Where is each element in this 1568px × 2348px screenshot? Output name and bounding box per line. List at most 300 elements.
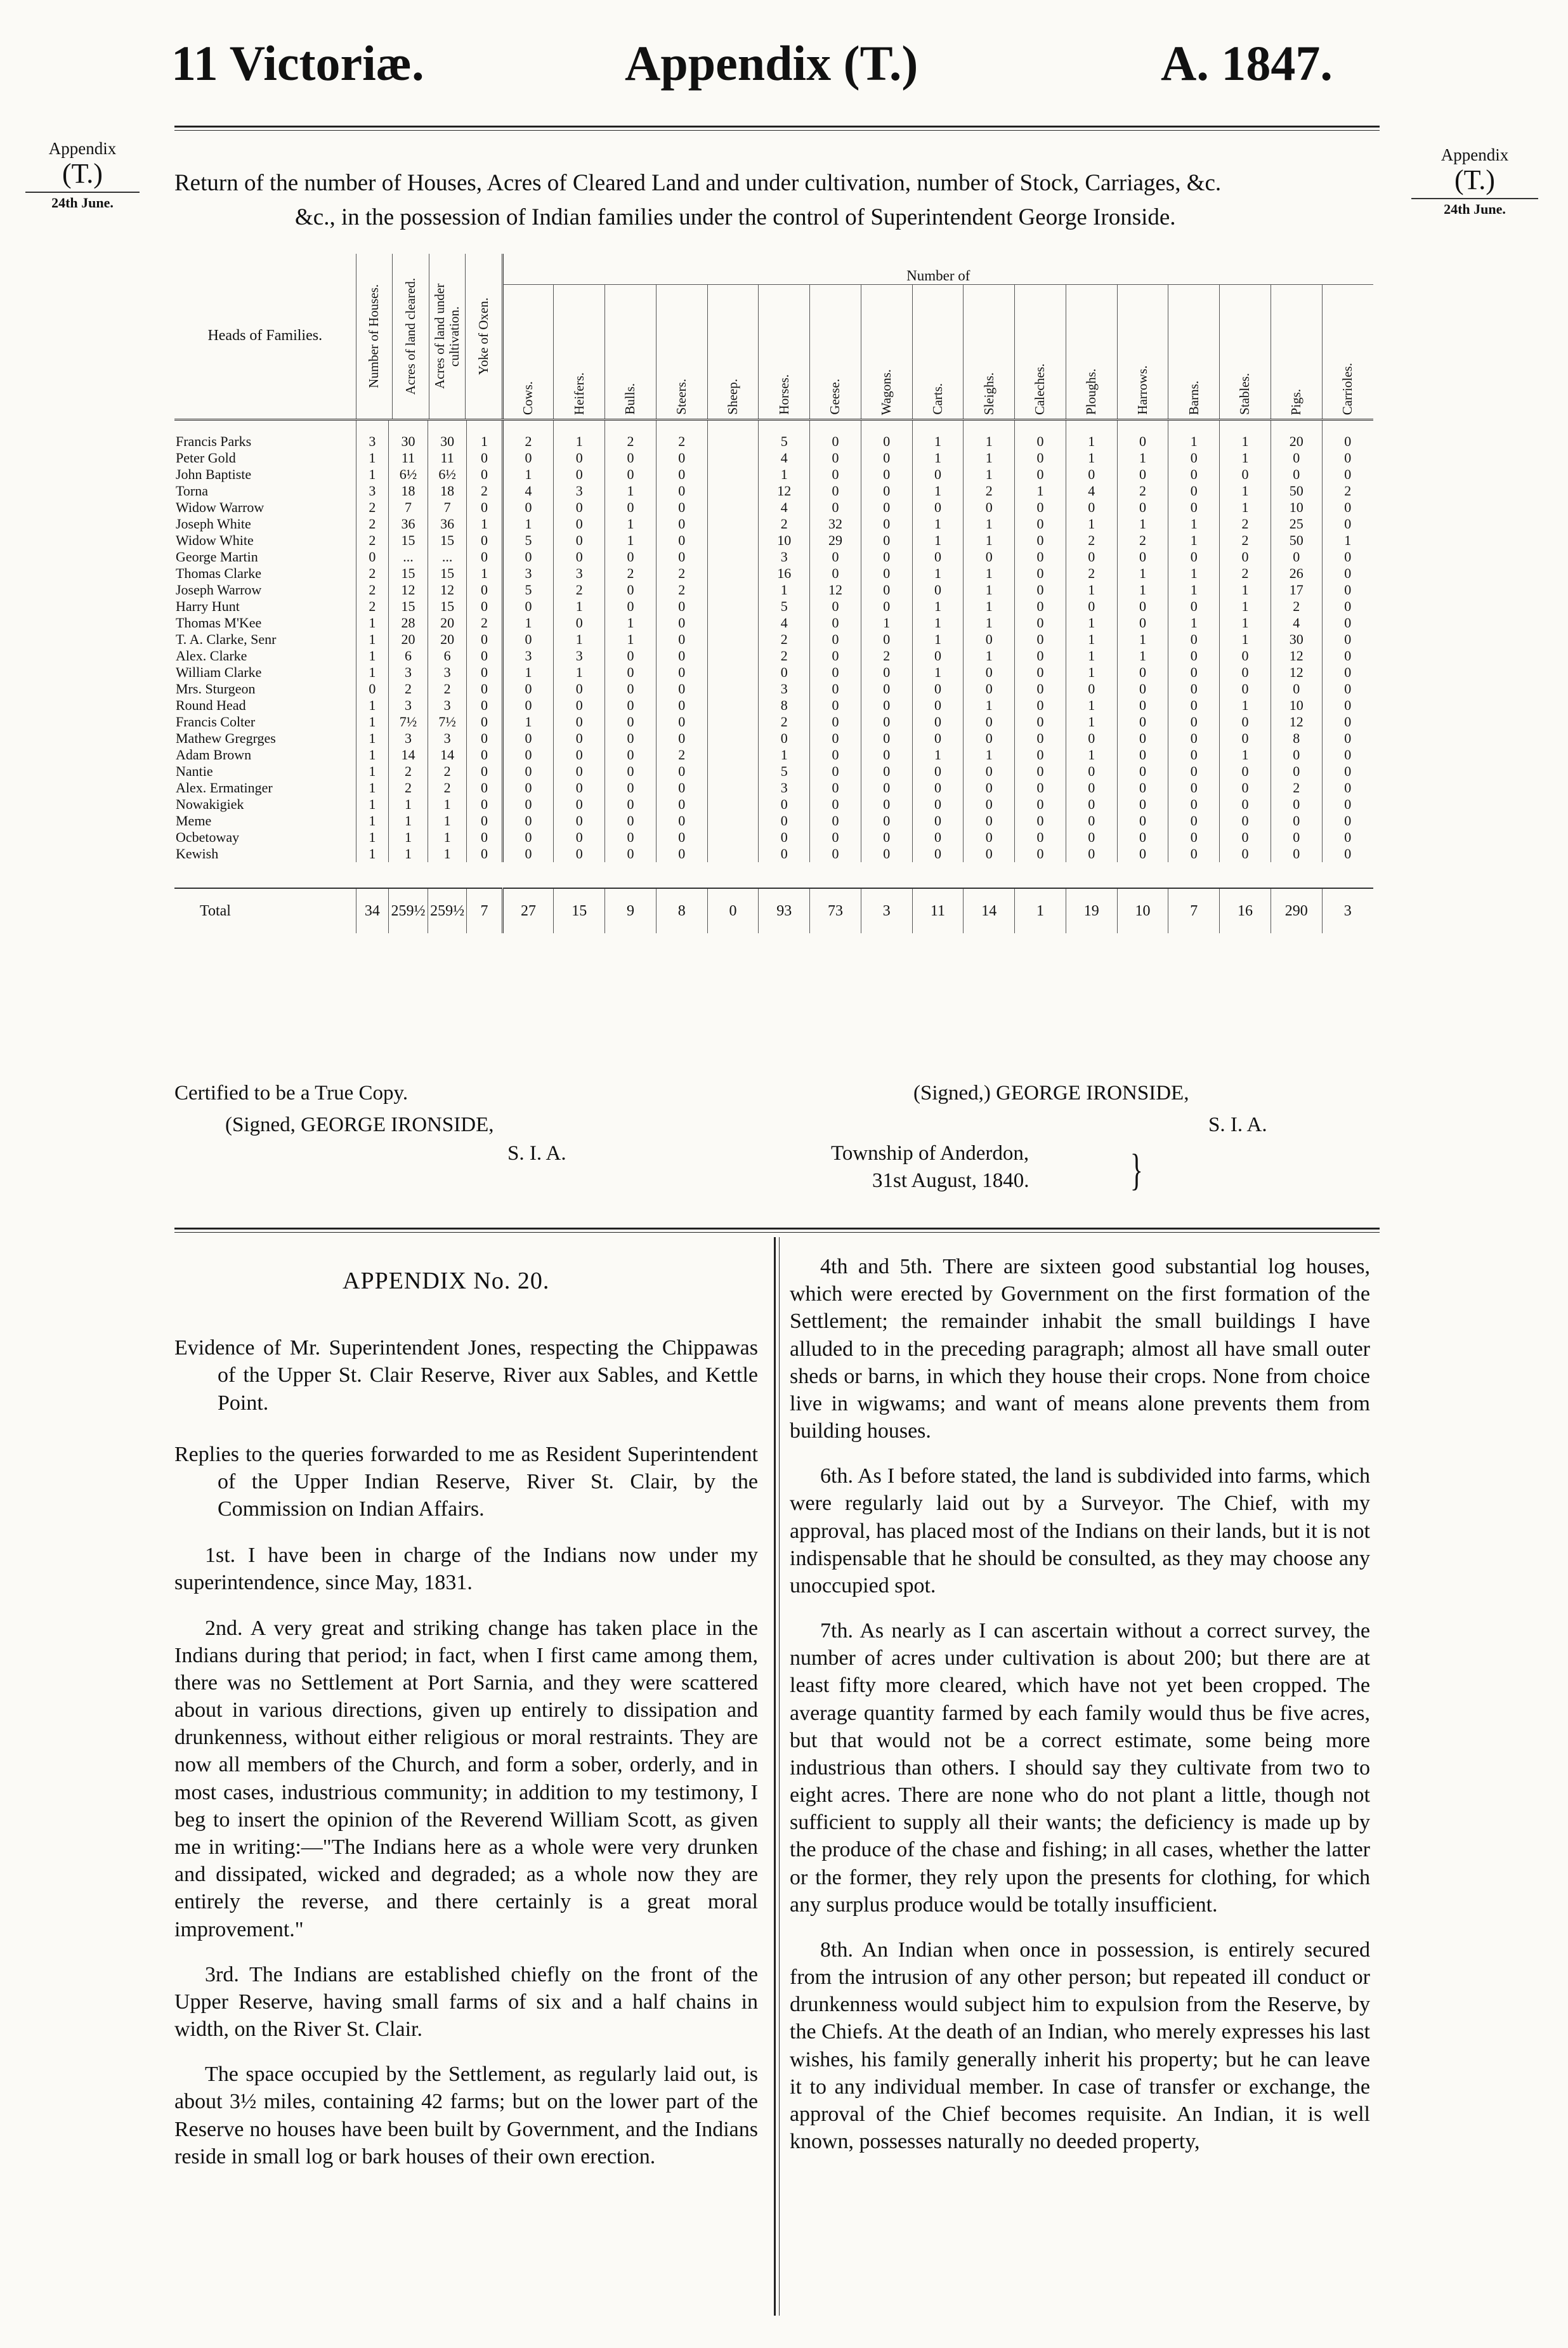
table-cell: 0 [1066,466,1117,483]
table-cell: 1 [356,648,389,664]
table-cell: 0 [964,681,1015,697]
family-head-name: Francis Parks [176,433,252,449]
table-header-row-top [174,254,1373,285]
table-cell: 0 [1168,499,1220,516]
table-cell: 0 [1168,714,1220,730]
section-rule-thin [174,1232,1380,1233]
table-cell: 0 [1117,420,1168,450]
table-cell: 32 [810,516,861,532]
table-cell: 0 [861,499,912,516]
table-cell: 0 [759,664,810,681]
family-head-name: Adam Brown [176,747,252,763]
family-head-name: George Martin [176,549,258,565]
table-cell: 0 [656,714,707,730]
table-cell: 2 [1220,565,1271,582]
table-cell: 0 [1220,714,1271,730]
table-cell: 2 [656,420,707,450]
table-cell: 0 [1322,730,1373,747]
table-cell: 0 [1168,549,1220,565]
table-cell: 14 [964,888,1015,933]
table-cell: 10 [1271,697,1322,714]
table-cell: 0 [554,532,605,549]
answer-7: 7th. As nearly as I can ascertain without a correct survey, the number of acres under cultivation is about 200; but there are at least fifty more cleared, which have not yet been cropped. The average quantity farmed by each family would thus be five acres, but that would not be a correct estimate, some being more industrious than others. I should say they cultivate from two to eight acres. There are none who do not plant a little, though not sufficient to supply all their wants; the deficiency is made up by the produce of the chase and fishing; in all cases, whether the latter or the former, they rely upon the presents for clothing, for which any surplus produce would be totally insufficient. [790,1619,1370,1917]
table-cell: 0 [861,549,912,565]
table-cell: 0 [964,780,1015,796]
table-cell: 0 [502,730,554,747]
table-cell: 1 [389,796,428,813]
table-cell: 28 [389,615,428,631]
table-cell: 0 [1220,730,1271,747]
table-cell: 0 [1322,549,1373,565]
table-row [174,829,1373,846]
column-header [554,285,605,420]
table-cell: 0 [656,681,707,697]
table-cell: 1 [912,565,964,582]
table-cell: 0 [1015,697,1066,714]
table-cell: 0 [605,780,657,796]
table-cell: 0 [1322,516,1373,532]
table-cell: 0 [1015,499,1066,516]
table-cell [707,532,759,549]
table-cell: 0 [1322,780,1373,796]
table-cell: 0 [1322,648,1373,664]
table-cell: 2 [389,763,428,780]
answer-2: 2nd. A very great and striking change has taken place in the Indians during that period; in fact, when I first came among them, there was no Settlement at Port Sarnia, and they were scattered about in various directions, given up entirely to dissipation and drunkenness, without either religious or moral restraints. They are now all members of the Church, and form a sober, orderly, and in most cases, industrious community; in addition to my testimony, I beg to insert the opinion of the Reverend William Scott, as given me in writing:—"The Indians here as a whole were very drunken and dissipated, wicked and degraded; as a whole now they are entirely the reverse, and there certainly is a great moral improvement." [174,1616,758,1941]
table-cell: 0 [912,549,964,565]
table-cell: 0 [656,549,707,565]
table-cell: 0 [656,697,707,714]
total-row [174,888,1373,933]
table-cell: 14 [389,747,428,763]
table-cell: 2 [502,420,554,450]
table-cell: 0 [1117,499,1168,516]
column-header [861,285,912,420]
table-cell: 1 [1168,532,1220,549]
table-cell: 0 [1117,846,1168,862]
table-cell [707,796,759,813]
column-header-label: Heifers. [571,372,587,415]
table-cell [707,697,759,714]
table-cell: 0 [502,846,554,862]
table-cell: 0 [1322,747,1373,763]
table-cell: 0 [605,466,657,483]
cert-left-line3: S. I. A. [507,1142,566,1165]
table-cell: 0 [1271,763,1322,780]
table-cell: 0 [502,598,554,615]
table-cell: 0 [656,483,707,499]
table-body [174,420,1373,934]
table-cell: 2 [1271,780,1322,796]
table-cell: 0 [1015,664,1066,681]
table-cell: 1 [1220,450,1271,466]
table-cell: 0 [1015,598,1066,615]
table-cell: 0 [1015,420,1066,450]
table-cell [707,466,759,483]
table-cell: 0 [1220,796,1271,813]
table-cell: 0 [1015,763,1066,780]
table-cell: 3 [356,420,389,450]
table-cell: 8 [1271,730,1322,747]
table-cell: 7½ [389,714,428,730]
table-cell: 1 [1015,888,1066,933]
table-row [174,450,1373,466]
table-cell: 0 [1015,813,1066,829]
table-cell: 5 [502,582,554,598]
cert-right-line2: S. I. A. [1208,1113,1267,1136]
column-divider-thin [779,1237,780,2316]
table-row [174,747,1373,763]
column-header [656,285,707,420]
table-cell: 1 [356,631,389,648]
table-cell: 7 [389,499,428,516]
table-cell: 1 [912,664,964,681]
table-cell: 0 [605,697,657,714]
table-cell [707,420,759,450]
table-cell: 0 [1322,829,1373,846]
table-cell [707,780,759,796]
table-cell [707,747,759,763]
cert-place: Township of Anderdon, [831,1142,1029,1165]
table-cell: 1 [502,466,554,483]
table-cell: 0 [964,796,1015,813]
table-cell: 0 [810,598,861,615]
margin-date: 24th June. [1411,198,1538,217]
bracket-glyph: } [1130,1146,1143,1195]
table-cell: 0 [1168,730,1220,747]
table-cell: 1 [356,747,389,763]
margin-section: (T.) [62,157,103,189]
table-cell: 0 [502,681,554,697]
table-cell: 0 [861,532,912,549]
family-head-name: Alex. Clarke [176,648,247,664]
table-cell: 0 [1117,598,1168,615]
table-cell: 0 [707,888,759,933]
table-cell: 0 [810,730,861,747]
table-cell: 0 [861,681,912,697]
table-cell: 1 [467,516,502,532]
table-cell: 0 [656,664,707,681]
table-cell: 0 [467,549,502,565]
table-cell [707,714,759,730]
table-cell: 0 [1015,829,1066,846]
table-cell: 0 [1271,846,1322,862]
table-cell: 2 [1271,598,1322,615]
table-cell: 0 [605,813,657,829]
spacer-row [174,862,1373,888]
replies-intro: Replies to the queries forwarded to me as Resident Superintendent of the Upper Indian Reserve, River St. Clair, by the Commission on Indian Affairs. [174,1442,758,1521]
table-cell: 1 [356,615,389,631]
family-head-name: Meme [176,813,212,829]
table-cell: 36 [428,516,467,532]
table-cell: 0 [605,549,657,565]
table-cell: 8 [759,697,810,714]
table-row [174,813,1373,829]
table-row [174,499,1373,516]
column-header [1322,285,1373,420]
table-cell: 2 [656,582,707,598]
table-cell: 0 [810,796,861,813]
table-cell: 0 [810,483,861,499]
table-cell [707,598,759,615]
table-cell: 0 [861,516,912,532]
table-cell: 0 [605,598,657,615]
table-cell [707,813,759,829]
table-cell: 1 [912,631,964,648]
table-cell: 1 [1117,582,1168,598]
table-cell: 0 [502,780,554,796]
column-header: Number of Houses. [366,284,382,388]
table-cell: 8 [656,888,707,933]
table-cell: 0 [1271,450,1322,466]
table-cell: 1 [964,450,1015,466]
running-head-right: A. 1847. [1161,36,1333,91]
table-cell: 0 [467,664,502,681]
table-cell: 0 [605,747,657,763]
table-cell: 3 [502,648,554,664]
table-cell: 2 [1066,532,1117,549]
column-header-label: Bulls. [622,383,638,415]
column-header-label: Carts. [929,383,945,415]
right-column [790,1253,1370,2155]
table-cell: 0 [502,747,554,763]
table-cell: 12 [810,582,861,598]
table-cell: 0 [554,796,605,813]
table-cell: 1 [356,714,389,730]
table-cell: 1 [964,697,1015,714]
table-cell: 0 [1015,466,1066,483]
table-cell: 2 [759,516,810,532]
table-cell: 0 [554,466,605,483]
table-cell: 0 [1066,549,1117,565]
table-cell: 1 [1066,664,1117,681]
table-cell: 1 [389,846,428,862]
table-cell: 1 [912,420,964,450]
table-cell: 36 [389,516,428,532]
table-cell [707,450,759,466]
table-cell: 6½ [389,466,428,483]
return-title [174,166,1380,234]
table-cell: 0 [1322,846,1373,862]
table-cell: 0 [861,714,912,730]
table-cell: 0 [810,549,861,565]
table-cell: 4 [502,483,554,499]
table-cell: 0 [810,631,861,648]
table-cell: 0 [467,681,502,697]
table-row [174,532,1373,549]
table-cell: 3 [554,565,605,582]
table-cell: 0 [912,582,964,598]
table-cell: 2 [656,565,707,582]
table-cell: 0 [964,730,1015,747]
table-cell: 6 [428,648,467,664]
family-head-name: Mathew Gregrges [176,730,276,746]
table-cell: 0 [810,615,861,631]
table-cell: 1 [428,846,467,862]
table-cell: 0 [810,681,861,697]
table-cell: 1 [428,796,467,813]
table-cell: ... [389,549,428,565]
table-cell: 0 [1015,615,1066,631]
table-cell: 0 [1271,813,1322,829]
table-cell: 0 [1117,796,1168,813]
table-cell: 0 [1271,829,1322,846]
table-cell: 1 [1066,582,1117,598]
table-cell: 0 [1220,466,1271,483]
column-header [1168,285,1220,420]
table-cell: 0 [1015,714,1066,730]
table-cell: 0 [467,796,502,813]
table-cell: 0 [861,565,912,582]
table-cell: 0 [605,582,657,598]
table-cell: 0 [656,730,707,747]
table-cell: 20 [1271,420,1322,450]
table-cell: 0 [1168,780,1220,796]
return-title-line2: &c., in the possession of Indian families under the control of Superintendent George Ironside. [295,204,1176,230]
table-cell: 0 [1271,466,1322,483]
table-row [174,516,1373,532]
table-cell: 2 [428,763,467,780]
table-cell: 1 [912,747,964,763]
table-cell: 0 [810,829,861,846]
table-cell: 0 [1168,796,1220,813]
family-head-name: Kewish [176,846,219,862]
heads-of-families-header: Heads of Families. [174,254,356,420]
table-cell: 3 [759,549,810,565]
table-cell: 1 [1220,747,1271,763]
table-cell: 1 [1168,582,1220,598]
table-cell: 0 [861,829,912,846]
table-cell: 1 [1220,631,1271,648]
family-head-name: Widow White [176,532,254,548]
column-header: Yoke of Oxen. [475,297,491,376]
table-cell: 0 [467,648,502,664]
table-cell: 3 [759,780,810,796]
table-cell: 1 [554,631,605,648]
table-cell: 0 [656,796,707,813]
column-divider [774,1237,776,2316]
column-header [1015,285,1066,420]
table-cell: 1 [356,450,389,466]
table-row [174,466,1373,483]
table-cell: 2 [467,615,502,631]
table-cell: 2 [759,631,810,648]
table-cell: 1 [356,466,389,483]
table-cell: 1 [1117,631,1168,648]
table-cell: 1 [1168,565,1220,582]
column-header-label: Caleches. [1032,363,1048,415]
table-row [174,615,1373,631]
table-cell: 1 [1220,598,1271,615]
table-cell: 0 [656,598,707,615]
table-cell: 0 [810,697,861,714]
table-cell: 2 [356,582,389,598]
table-cell: 0 [1220,681,1271,697]
table-cell [707,615,759,631]
table-cell: 1 [1220,582,1271,598]
table-cell: 1 [356,829,389,846]
table-cell: 1 [912,598,964,615]
table-cell: 0 [810,499,861,516]
table-cell: 0 [467,582,502,598]
family-head-name: Joseph White [176,516,251,532]
table-cell: 0 [554,450,605,466]
table-cell: 1 [1117,565,1168,582]
table-cell: 0 [912,681,964,697]
table-cell: 5 [759,763,810,780]
table-cell: 0 [605,730,657,747]
table-row [174,730,1373,747]
table-cell: 0 [1168,829,1220,846]
table-cell: 0 [1322,796,1373,813]
table-cell [707,516,759,532]
table-row [174,631,1373,648]
table-cell: 2 [554,582,605,598]
table-cell: 0 [1015,582,1066,598]
table-cell: 0 [1117,829,1168,846]
number-of-header: Number of [502,254,1373,285]
table-cell: 2 [389,780,428,796]
table-cell: 0 [1322,631,1373,648]
table-cell: 0 [1117,664,1168,681]
table-cell: 0 [467,697,502,714]
table-cell: 0 [554,846,605,862]
table-cell: 0 [1117,730,1168,747]
table-cell: 0 [861,598,912,615]
table-cell: 1 [1066,631,1117,648]
table-cell: 1 [356,664,389,681]
table-cell: 1 [554,420,605,450]
table-cell: 0 [964,631,1015,648]
table-cell: 0 [964,846,1015,862]
table-cell: 0 [1117,813,1168,829]
table-cell: 0 [1168,648,1220,664]
table-cell: 1 [964,420,1015,450]
table-cell: 0 [912,499,964,516]
table-cell: 0 [1322,598,1373,615]
table-cell: 0 [467,466,502,483]
table-cell: 0 [1322,813,1373,829]
family-head-name: Peter Gold [176,450,236,466]
table-cell: 3 [428,664,467,681]
column-header-label: Pigs. [1288,388,1304,415]
table-cell: 10 [759,532,810,549]
column-header [502,285,554,420]
table-cell: 1 [467,420,502,450]
table-cell: 0 [1168,631,1220,648]
table-cell: 0 [1322,697,1373,714]
table-cell: 0 [1117,697,1168,714]
table-cell: 0 [605,648,657,664]
table-cell: 0 [1322,420,1373,450]
table-cell: 2 [428,780,467,796]
table-cell: 4 [759,615,810,631]
table-cell [707,631,759,648]
table-cell: 0 [912,714,964,730]
table-cell: 0 [1322,582,1373,598]
table-cell: 1 [356,730,389,747]
table-row [174,582,1373,598]
table-cell: 1 [356,697,389,714]
table-cell: 1 [502,516,554,532]
table-cell: 0 [1117,549,1168,565]
column-header-label: Harrows. [1134,365,1150,415]
table-cell: 0 [467,763,502,780]
table-cell: 0 [1220,648,1271,664]
table-cell: 0 [605,450,657,466]
table-cell [707,648,759,664]
table-cell: 1 [964,516,1015,532]
table-cell: 0 [656,763,707,780]
